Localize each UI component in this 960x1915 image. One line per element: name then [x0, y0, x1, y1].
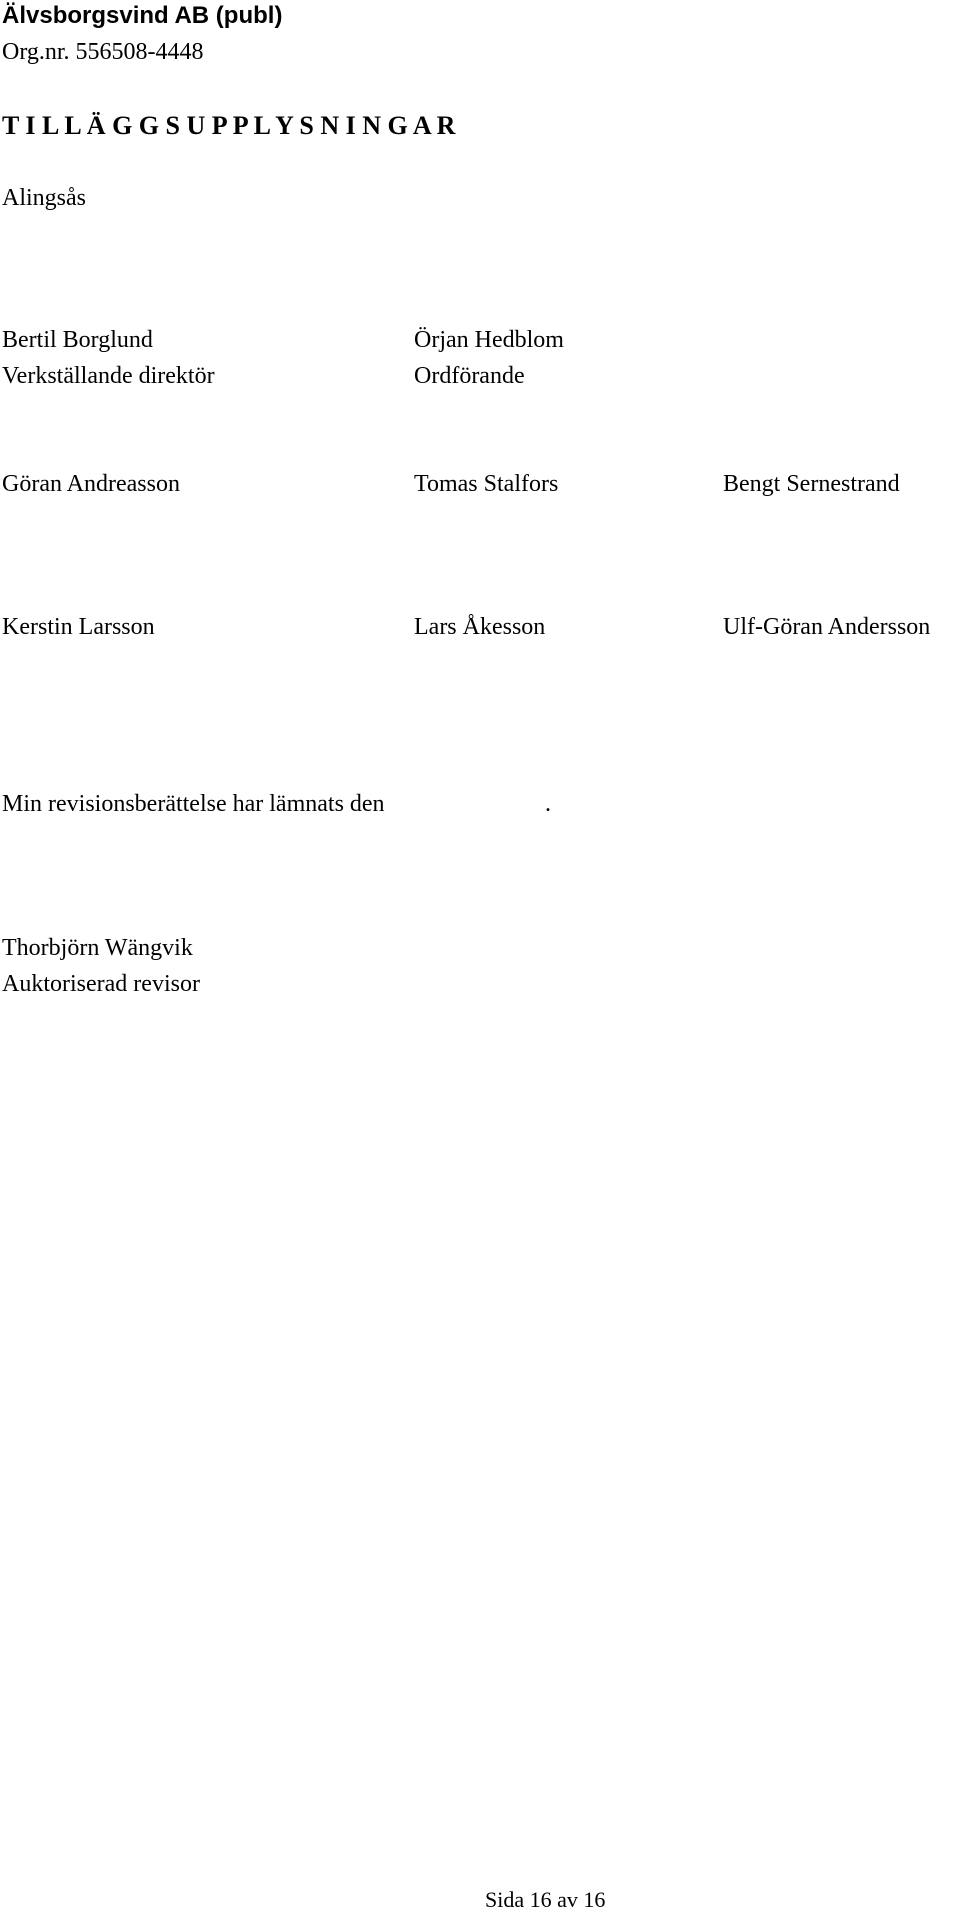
section-title: T I L L Ä G G S U P P L Y S N I N G A R	[2, 111, 456, 140]
signatory-name: Kerstin Larsson	[2, 614, 155, 640]
place: Alingsås	[2, 185, 86, 211]
auditor-name: Thorbjörn Wängvik	[2, 935, 193, 961]
signatory-name: Örjan Hedblom	[414, 327, 564, 353]
org-number: Org.nr. 556508-4448	[2, 39, 204, 65]
audit-statement-end: .	[545, 791, 551, 817]
signatory-name: Lars Åkesson	[414, 614, 546, 640]
signatory-name: Ulf-Göran Andersson	[723, 614, 931, 640]
auditor-title: Auktoriserad revisor	[2, 971, 200, 997]
signatory-role: Verkställande direktör	[2, 363, 215, 389]
signatory-name: Tomas Stalfors	[414, 471, 559, 497]
signatory-role: Ordförande	[414, 363, 525, 389]
company-name: Älvsborgsvind AB (publ)	[2, 2, 283, 29]
page-number: Sida 16 av 16	[485, 1887, 606, 1912]
signatory-name: Bengt Sernestrand	[723, 471, 900, 497]
signatory-name: Göran Andreasson	[2, 471, 180, 497]
signatory-name: Bertil Borglund	[2, 327, 153, 353]
audit-statement: Min revisionsberättelse har lämnats den	[2, 791, 385, 817]
